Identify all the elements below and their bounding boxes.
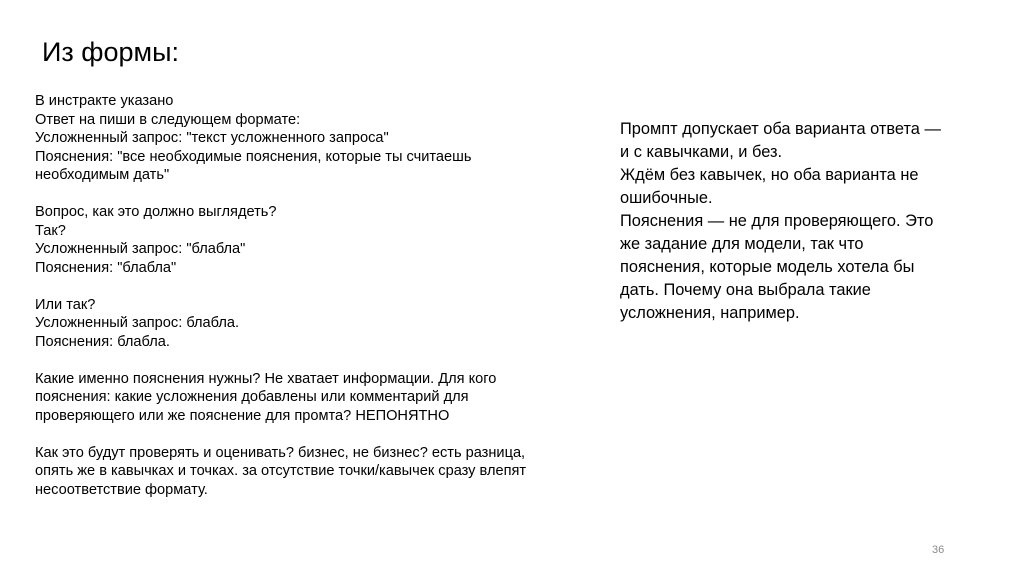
answer-line: и с кавычками, и без.: [620, 143, 783, 161]
text-line: проверяющего или же пояснение для промта? НЕПОНЯТНО: [35, 407, 450, 424]
question-paragraph: [35, 444, 625, 500]
question-paragraph: [35, 203, 625, 277]
text-line: Вопрос, как это должно выглядеть?: [35, 204, 277, 220]
page-number: 36: [932, 544, 945, 556]
question-paragraph: [35, 370, 625, 426]
answer-line: Ждём без кавычек, но оба варианта не: [620, 166, 919, 184]
answer-line: Промпт допускает оба варианта ответа —: [620, 120, 941, 138]
text-line: Пояснения: "блабла": [35, 259, 177, 276]
text-line: Какие именно пояснения нужны? Не хватает информации. Для кого: [35, 370, 497, 387]
paragraph-gap: [35, 351, 625, 370]
answer-line: ошибочные.: [620, 189, 713, 207]
text-line: Или так?: [35, 296, 96, 313]
question-paragraph: [35, 296, 625, 352]
slide-title: Из формы:: [42, 37, 180, 67]
paragraph-gap: [35, 425, 625, 444]
text-line: Пояснения: блабла.: [35, 333, 170, 350]
text-line: В инстракте указано: [35, 93, 174, 109]
question-paragraph: [35, 92, 625, 185]
answer-line: дать. Почему она выбрала такие: [620, 281, 871, 299]
text-line: Ответ на пиши в следующем формате:: [35, 111, 301, 128]
text-line: опять же в кавычках и точках. за отсутствие точки/кавычек сразу влепят: [35, 463, 527, 479]
text-line: Так?: [35, 222, 66, 239]
question-text-block: [35, 92, 625, 499]
text-line: пояснения: какие усложнения добавлены или комментарий для: [35, 389, 469, 405]
text-line: несоответствие формату.: [35, 481, 208, 498]
text-line: Как это будут проверять и оценивать? бизнес, не бизнес? есть разница,: [35, 444, 526, 461]
paragraph-gap: [35, 277, 625, 296]
text-line: Пояснения: "все необходимые пояснения, которые ты считаешь: [35, 148, 472, 165]
text-line: необходимым дать": [35, 167, 170, 183]
answer-text-block: [620, 118, 1005, 325]
answer-line: Пояснения — не для проверяющего. Это: [620, 212, 934, 230]
answer-line: усложнения, например.: [620, 304, 800, 322]
answer-line: пояснения, которые модель хотела бы: [620, 258, 915, 276]
text-line: Усложненный запрос: блабла.: [35, 315, 240, 331]
text-line: Усложненный запрос: "блабла": [35, 241, 246, 257]
answer-line: же задание для модели, так что: [620, 235, 864, 253]
text-line: Усложненный запрос: "текст усложненного запроса": [35, 130, 389, 146]
paragraph-gap: [35, 185, 625, 204]
